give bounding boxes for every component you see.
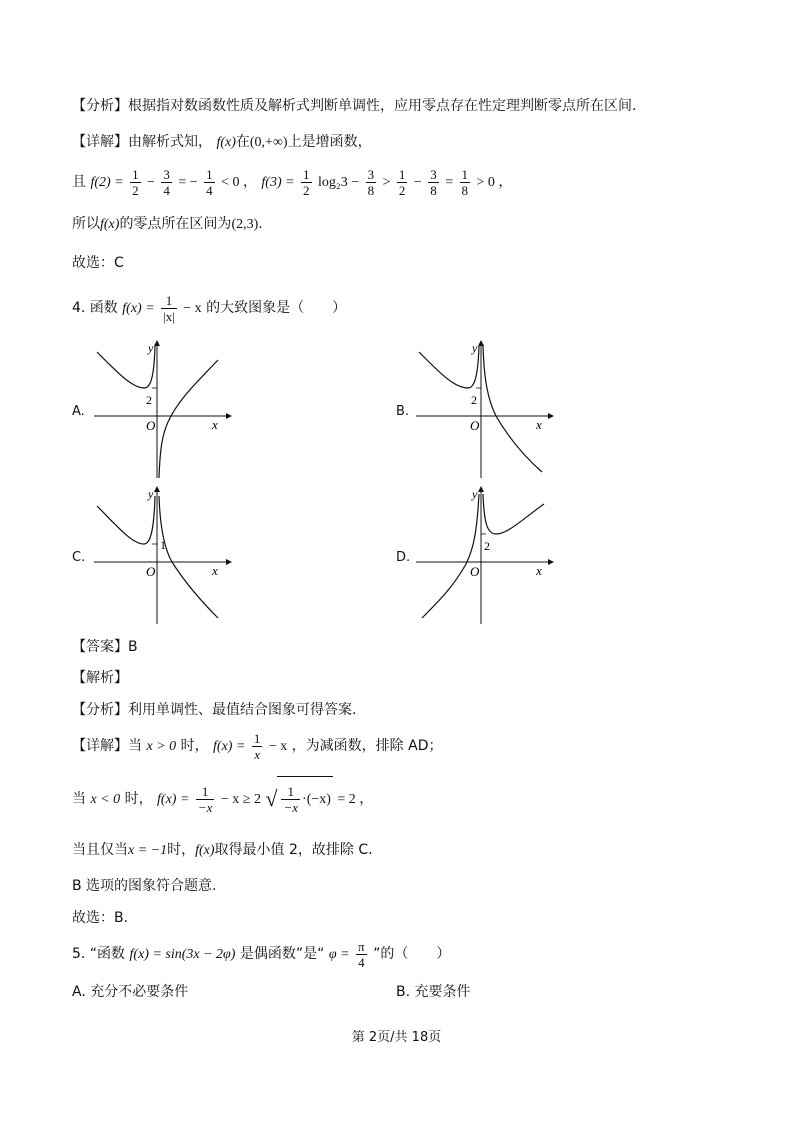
graph-b bbox=[414, 340, 554, 480]
text-shi-3: 时， bbox=[167, 842, 196, 858]
fraction-one-over-negx-2: $\frac{1}{-x}$ bbox=[283, 783, 299, 815]
math-minus-2: − bbox=[413, 175, 422, 190]
q5-middle: 是偶函数”是“ bbox=[239, 946, 325, 962]
math-ge-2: − x ≥ 2 bbox=[220, 792, 261, 807]
text-dang-2: 当 bbox=[72, 791, 86, 807]
math-fx-5: f(x) bbox=[195, 843, 215, 858]
analysis-tag-2: 【分析】 bbox=[72, 702, 128, 718]
x-axis-arrow bbox=[226, 413, 232, 419]
text-shi-2: 时， bbox=[124, 791, 153, 807]
mark-label: 2 bbox=[146, 393, 152, 407]
text-suoyi: 所以 bbox=[72, 216, 100, 232]
mark-label: 1 bbox=[160, 538, 166, 552]
fraction-one-over-negx: $\frac{1}{-x}$ bbox=[197, 783, 213, 815]
math-eq-2: = 2 ， bbox=[337, 792, 374, 807]
fraction-pi-over-4: $\frac{\pi}{4}$ bbox=[358, 938, 365, 970]
analysis-line-1 bbox=[72, 96, 636, 116]
q5-suffix: ”的（ ） bbox=[373, 946, 451, 962]
detail-line-5 bbox=[72, 776, 373, 822]
math-x-gt-0: x > 0 bbox=[146, 739, 177, 754]
graph-a bbox=[92, 340, 232, 480]
answer-line: 【答案】B bbox=[72, 639, 138, 655]
math-x-eq-neg1: x = −1 bbox=[128, 843, 168, 858]
option-b-label: B. bbox=[396, 404, 410, 419]
math-interval-23: (2,3) bbox=[231, 217, 259, 232]
y-axis-arrow bbox=[154, 340, 160, 346]
curve-right bbox=[159, 496, 218, 618]
curve-left bbox=[97, 496, 155, 544]
y-axis-arrow bbox=[478, 340, 484, 346]
math-minus-x: − x bbox=[268, 739, 288, 754]
analysis-text: 根据指对数函数性质及解析式判断单调性，应用零点存在性定理判断零点所在区间. bbox=[128, 98, 637, 114]
math-fx: f(x) bbox=[216, 135, 236, 150]
q4-fx: f(x) = bbox=[122, 301, 155, 316]
fraction-three-eighths-2: $\frac{3}{8}$ bbox=[430, 166, 437, 198]
text-min-value: 取得最小值 2，故排除 C. bbox=[214, 842, 373, 858]
fraction-half-3: $\frac{1}{2}$ bbox=[398, 166, 406, 198]
fraction-half: $\frac{1}{2}$ bbox=[132, 166, 139, 198]
x-label: x bbox=[536, 417, 542, 432]
curve-right bbox=[483, 346, 542, 472]
q4-minus-x: − x bbox=[183, 301, 202, 316]
math-fx-4: f(x) = bbox=[157, 792, 190, 807]
option-b-text: B. 充要条件 bbox=[396, 984, 471, 1000]
math-lt-zero: < 0 ， bbox=[221, 175, 257, 190]
sqrt-body bbox=[277, 776, 332, 822]
choice-line-b: 故选：B. bbox=[72, 910, 129, 926]
x-label: x bbox=[212, 417, 218, 432]
sqrt-icon: √ bbox=[265, 786, 278, 811]
curve-left bbox=[419, 346, 479, 388]
q4-prefix: 4. 函数 bbox=[72, 300, 118, 316]
fraction-three-eighths: $\frac{3}{8}$ bbox=[367, 166, 375, 198]
detail-text-zai: 在 bbox=[235, 134, 250, 150]
math-fx-2: f(x) bbox=[100, 217, 120, 232]
detail-tag-2: 【详解】 bbox=[72, 738, 128, 754]
origin-label: O bbox=[470, 418, 480, 433]
y-label: y bbox=[472, 341, 478, 355]
mark-label: 2 bbox=[471, 393, 477, 407]
fraction-eighth: $\frac{1}{8}$ bbox=[461, 166, 469, 198]
origin-label: O bbox=[470, 564, 480, 579]
analysis-line-2 bbox=[72, 700, 356, 720]
curve-right bbox=[159, 360, 218, 478]
x-axis-arrow bbox=[548, 413, 554, 419]
detail-line-2 bbox=[72, 164, 512, 201]
fraction-one-over-absx: $\frac{1}{|x|}$ bbox=[163, 292, 175, 324]
text-qie: 且 bbox=[72, 174, 86, 190]
curve-right bbox=[483, 494, 544, 534]
graph-c bbox=[92, 486, 232, 626]
text-iff: 当且仅当 bbox=[72, 842, 128, 858]
math-times-negx: ·(−x) bbox=[302, 792, 331, 807]
choice-line-c: 故选：C bbox=[72, 255, 124, 271]
y-label: y bbox=[472, 487, 478, 501]
mark-label: 2 bbox=[484, 539, 490, 553]
detail-text: 由解析式知， bbox=[128, 134, 212, 150]
q5-phi: φ = bbox=[328, 947, 350, 962]
math-gt: > bbox=[382, 175, 391, 190]
math-f3: f(3) = bbox=[261, 175, 295, 190]
fraction-one-over-x: $\frac{1}{x}$ bbox=[253, 730, 261, 762]
x-axis-arrow bbox=[226, 559, 232, 565]
question-4 bbox=[72, 288, 346, 329]
jiexi-line: 【解析】 bbox=[72, 670, 128, 686]
math-log: log₂3 − bbox=[317, 175, 360, 190]
math-gt-zero: > 0 ， bbox=[476, 175, 513, 190]
x-label: x bbox=[212, 563, 218, 578]
math-f2: f(2) = bbox=[90, 175, 124, 190]
q4-suffix: 的大致图象是（ ） bbox=[206, 300, 347, 316]
detail-line-7: B 选项的图象符合题意. bbox=[72, 878, 217, 894]
text-period: . bbox=[258, 216, 263, 232]
option-d-label: D. bbox=[396, 550, 411, 565]
detail-text-increasing: 上是增函数， bbox=[287, 134, 372, 150]
y-label: y bbox=[148, 341, 154, 355]
detail-line-6 bbox=[72, 840, 373, 861]
page-footer: 第 2页/共 18页 bbox=[351, 1030, 442, 1045]
math-eq-minus: = − bbox=[178, 175, 198, 190]
origin-label: O bbox=[146, 564, 156, 579]
q5-fx: f(x) = sin(3x − 2φ) bbox=[129, 947, 236, 962]
math-minus: − bbox=[147, 175, 155, 190]
text-shi: 时， bbox=[180, 738, 209, 754]
analysis-tag: 【分析】 bbox=[72, 98, 128, 114]
x-label: x bbox=[536, 563, 542, 578]
text-exclude-ad: ，为减函数，排除 AD； bbox=[291, 738, 443, 754]
option-a-text: A. 充分不必要条件 bbox=[72, 984, 189, 1000]
text-zero-interval: 的零点所在区间为 bbox=[119, 216, 232, 232]
y-axis-arrow bbox=[478, 486, 484, 492]
curve-left bbox=[422, 494, 479, 618]
origin-label: O bbox=[146, 418, 156, 433]
option-c-label: C. bbox=[72, 550, 86, 565]
fraction-quarter: $\frac{1}{4}$ bbox=[206, 166, 213, 198]
detail-line-3 bbox=[72, 214, 263, 235]
curve-left bbox=[97, 346, 155, 388]
detail-line-1 bbox=[72, 132, 372, 153]
math-x-lt-0: x < 0 bbox=[90, 792, 121, 807]
text-dang: 当 bbox=[128, 738, 142, 754]
analysis-text-2: 利用单调性、最值结合图象可得答案. bbox=[128, 702, 357, 718]
fraction-half-2: $\frac{1}{2}$ bbox=[303, 166, 310, 198]
fraction-three-quarters: $\frac{3}{4}$ bbox=[163, 166, 170, 198]
x-axis-arrow bbox=[548, 559, 554, 565]
option-a-label: A. bbox=[72, 404, 85, 419]
detail-line-4 bbox=[72, 726, 442, 767]
q5-prefix: 5. “函数 bbox=[72, 946, 126, 962]
math-fx-3: f(x) = bbox=[213, 739, 246, 754]
question-5 bbox=[72, 934, 450, 975]
y-axis-arrow bbox=[154, 486, 160, 492]
detail-tag: 【详解】 bbox=[72, 134, 128, 150]
math-eq: = bbox=[445, 175, 454, 190]
y-label: y bbox=[148, 487, 154, 501]
graph-d bbox=[414, 486, 554, 626]
math-interval: (0,+∞) bbox=[249, 135, 288, 150]
